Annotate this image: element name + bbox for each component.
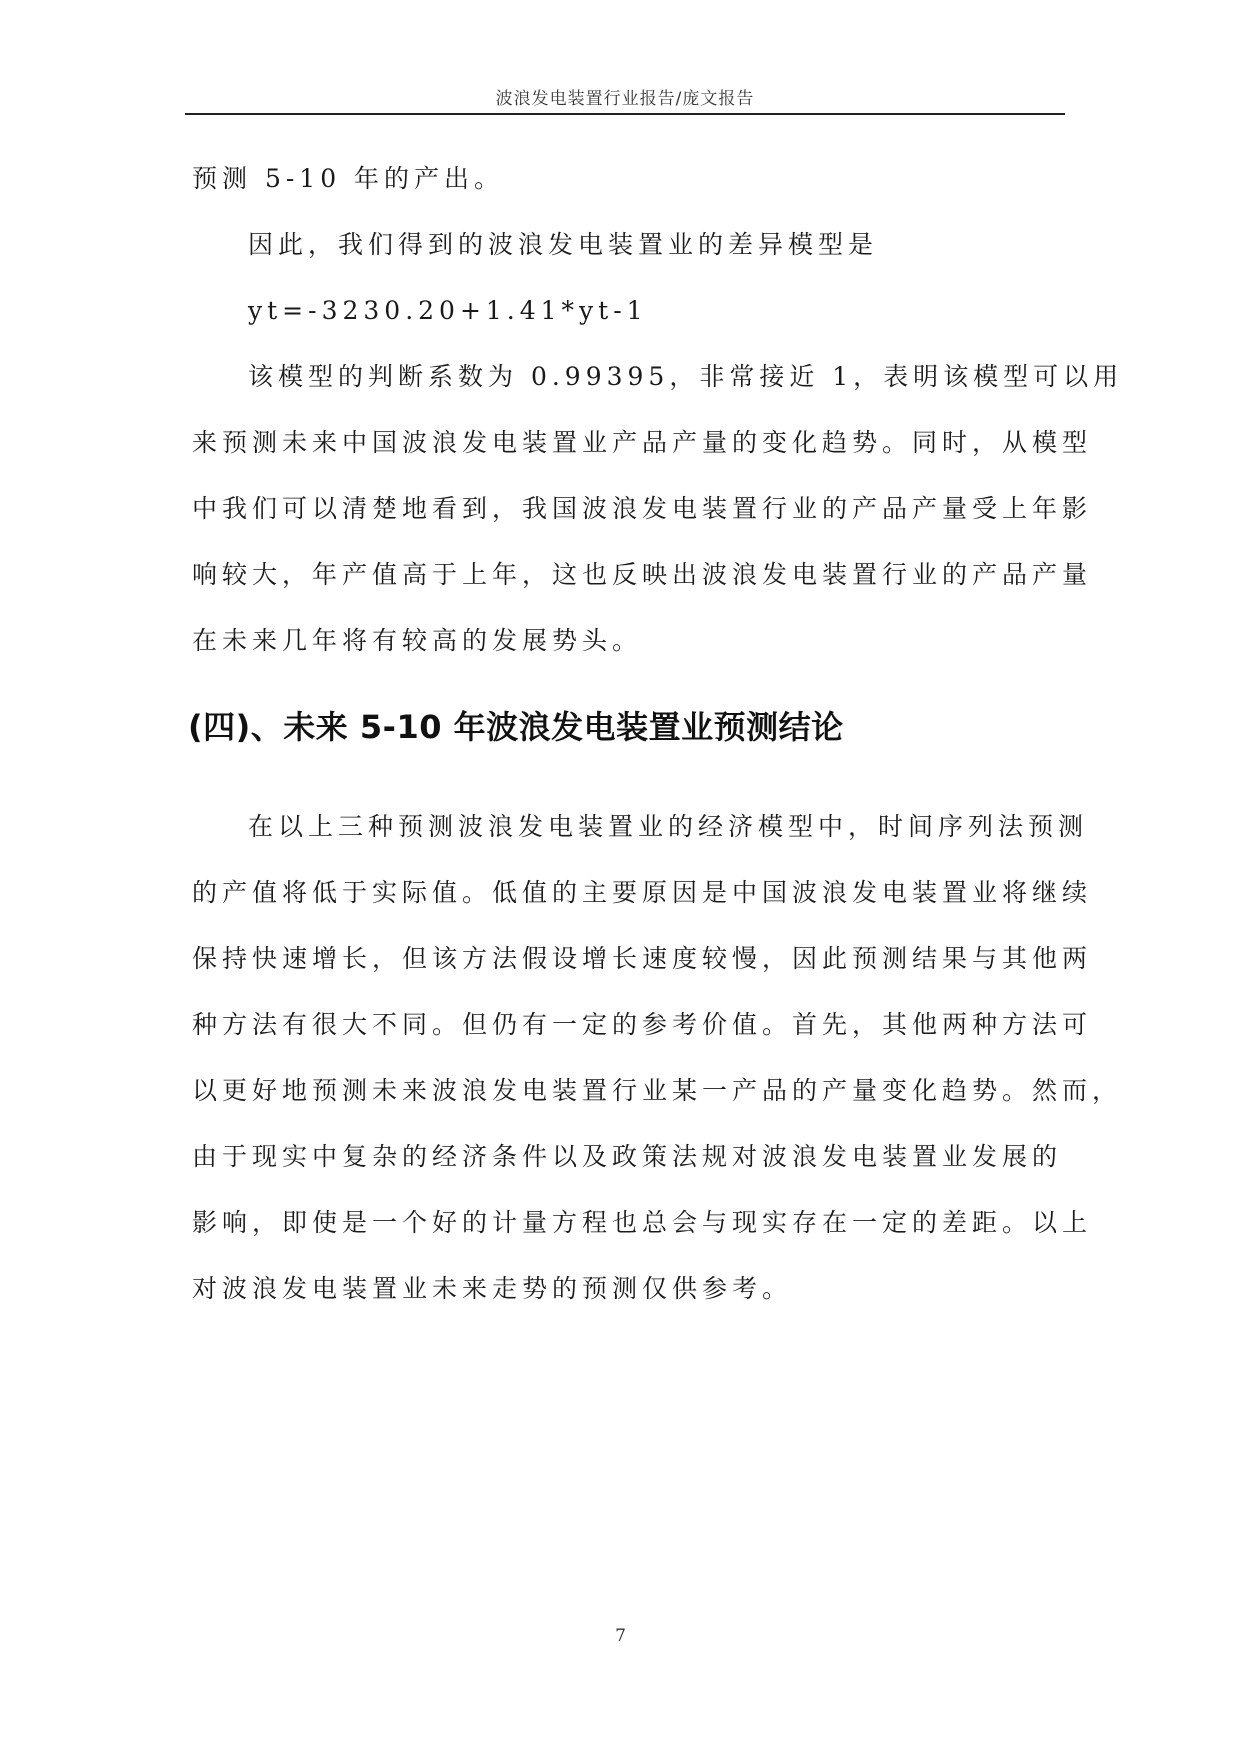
text-line: 以更好地预测未来波浪发电装置行业某一产品的产量变化趋势。然而， (192, 1076, 1123, 1105)
text-line: 的产值将低于实际值。低值的主要原因是中国波浪发电装置业将继续 (192, 878, 1093, 907)
text-line: 中我们可以清楚地看到，我国波浪发电装置行业的产品产量受上年影 (192, 494, 1093, 523)
text-line: 种方法有很大不同。但仍有一定的参考价值。首先，其他两种方法可 (192, 1010, 1093, 1039)
text-line: 在未来几年将有较高的发展势头。 (192, 626, 643, 655)
text-line: 因此，我们得到的波浪发电装置业的差异模型是 (248, 230, 879, 259)
text-line: 由于现实中复杂的经济条件以及政策法规对波浪发电装置业发展的 (192, 1142, 1063, 1171)
text-line: 保持快速增长，但该方法假设增长速度较慢，因此预测结果与其他两 (192, 944, 1093, 973)
text-line: 响较大，年产值高于上年，这也反映出波浪发电装置行业的产品产量 (192, 560, 1093, 589)
header-divider (185, 113, 1065, 115)
text-line: 影响，即使是一个好的计量方程也总会与现实存在一定的差距。以上 (192, 1208, 1093, 1237)
page-number: 7 (615, 1626, 626, 1646)
text-line: 预测 5-10 年的产出。 (192, 164, 505, 193)
section-heading: (四)、未来 5-10 年波浪发电装置业预测结论 (188, 708, 844, 746)
text-line: 对波浪发电装置业未来走势的预测仅供参考。 (192, 1274, 793, 1303)
text-line: 来预测未来中国波浪发电装置业产品产量的变化趋势。同时，从模型 (192, 428, 1093, 457)
text-line: 在以上三种预测波浪发电装置业的经济模型中，时间序列法预测 (248, 812, 1089, 841)
formula-line: yt=-3230.20+1.41*yt-1 (248, 296, 648, 325)
page-header: 波浪发电装置行业报告/庞文报告 (495, 89, 755, 109)
text-line: 该模型的判断系数为 0.99395，非常接近 1，表明该模型可以用 (248, 362, 1124, 391)
